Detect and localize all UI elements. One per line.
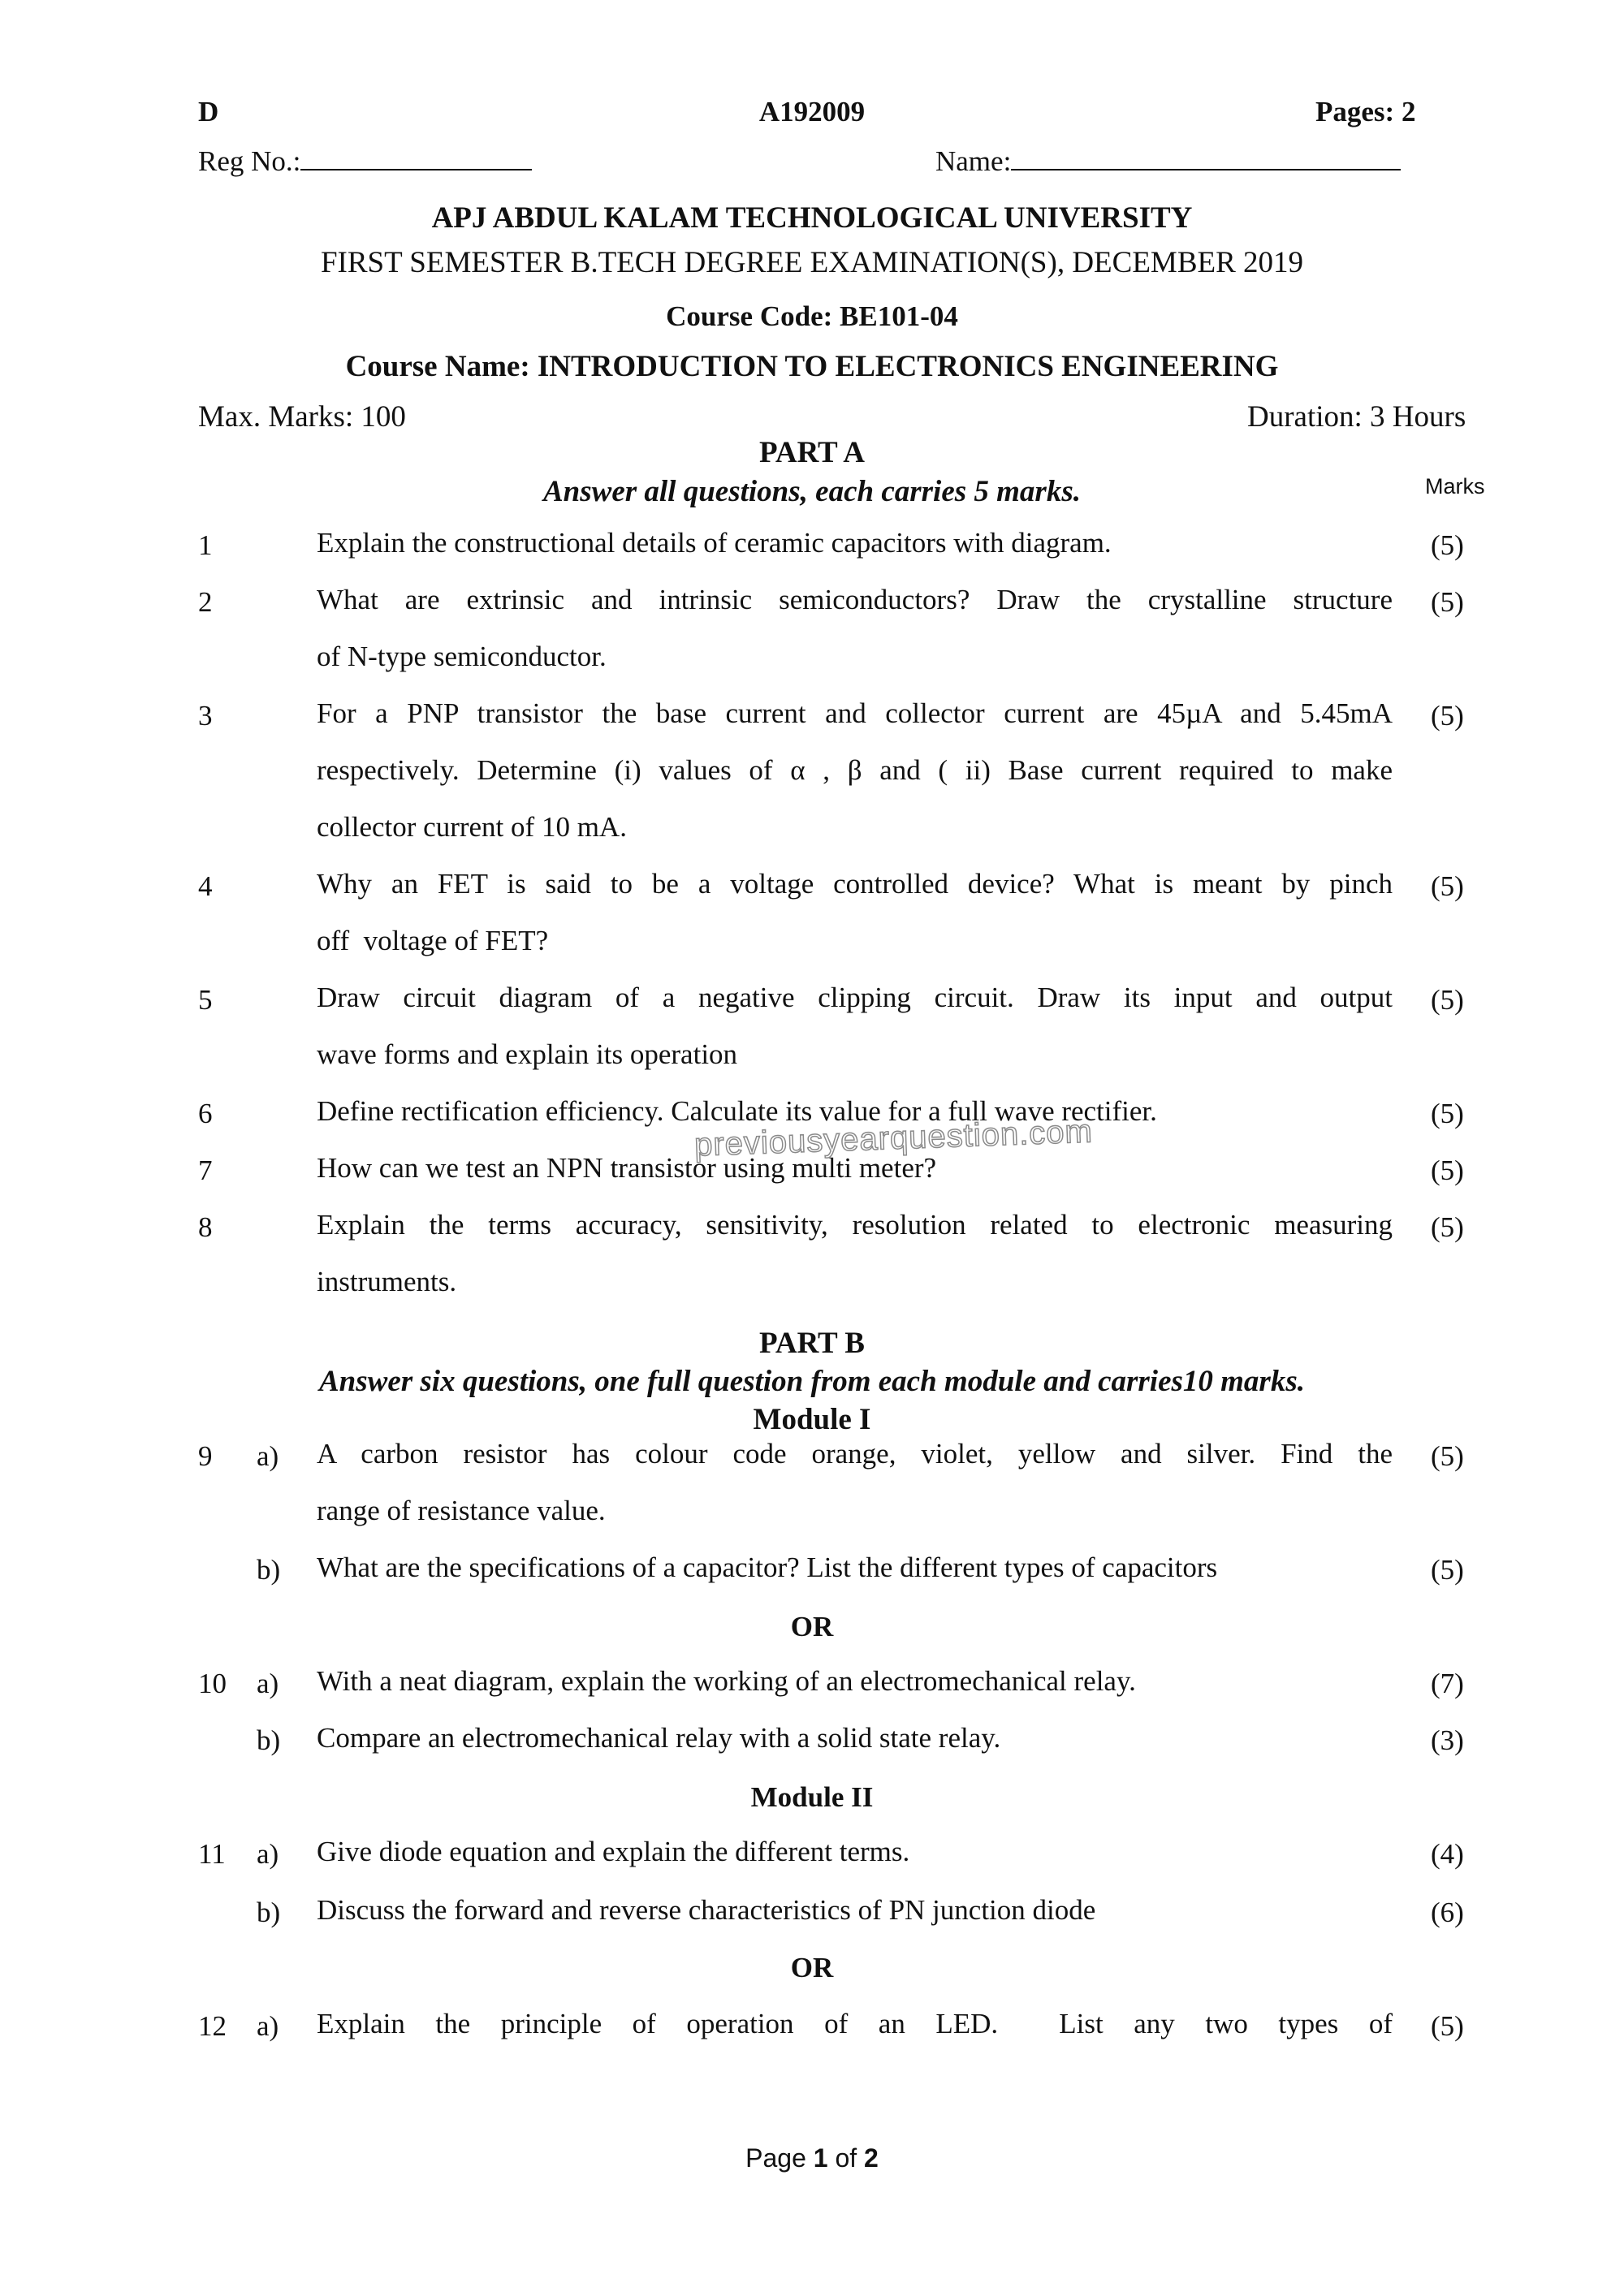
question-marks: (5)	[1431, 870, 1464, 902]
question-line: Define rectification efficiency. Calculate its value for a full wave rectifier.	[317, 1095, 1157, 1127]
module-2-heading: Module II	[750, 1781, 874, 1813]
question-line: of N-type semiconductor.	[317, 641, 607, 672]
max-marks: Max. Marks: 100	[198, 400, 406, 434]
watermark: previousyearquestion.com	[693, 1113, 1094, 1163]
question-number: 2	[198, 586, 213, 618]
question-marks: (5)	[1431, 1440, 1464, 1472]
question-number: 6	[198, 1098, 213, 1129]
question-line: How can we test an NPN transistor using multi meter?	[317, 1152, 937, 1184]
question-number: 3	[198, 700, 213, 732]
question-marks: (5)	[1431, 1211, 1464, 1243]
part-b-instruction: Answer six questions, one full question from each module and carries10 marks.	[319, 1365, 1305, 1398]
footer-total-pages: 2	[864, 2143, 879, 2173]
question-marks: (5)	[1431, 1554, 1464, 1586]
exam-title: FIRST SEMESTER B.TECH DEGREE EXAMINATION(S), DECEMBER 2019	[320, 246, 1304, 279]
question-line: With a neat diagram, explain the working of an electromechanical relay.	[317, 1665, 1136, 1697]
page-count: Pages: 2	[1315, 96, 1416, 127]
paper-series: D	[198, 96, 219, 127]
question-text	[317, 1653, 1393, 1710]
name-label: Name:	[935, 145, 1012, 177]
name-blank	[1011, 145, 1401, 170]
reg-no-label: Reg No.:	[198, 145, 301, 177]
university-name: APJ ABDUL KALAM TECHNOLOGICAL UNIVERSITY	[431, 201, 1193, 235]
question-marks: (5)	[1431, 1154, 1464, 1186]
question-text	[317, 1710, 1393, 1767]
question-line: collector current of 10 mA.	[317, 811, 627, 843]
question-line: off voltage of FET?	[317, 925, 549, 956]
question-marks: (5)	[1431, 586, 1464, 618]
name-field	[935, 145, 1401, 178]
question-marks: (5)	[1431, 984, 1464, 1016]
question-marks: (5)	[1431, 1098, 1464, 1129]
question-marks: (7)	[1431, 1668, 1464, 1699]
question-text	[317, 1426, 1393, 1539]
question-number: 7	[198, 1154, 213, 1186]
part-b-heading: PART B	[759, 1327, 865, 1360]
part-a-heading: PART A	[759, 436, 865, 469]
sub-question-label: a)	[257, 1668, 279, 1699]
course-code: Course Code: BE101-04	[666, 300, 958, 332]
question-marks: (6)	[1431, 1897, 1464, 1928]
footer-of-word: of	[835, 2143, 857, 2173]
question-line: range of resistance value.	[317, 1495, 606, 1526]
question-line: Draw circuit diagram of a negative clipping circuit. Draw its input and output	[317, 982, 1393, 1013]
question-line: Why an FET is said to be a voltage controlled device? What is meant by pinch	[317, 868, 1393, 900]
duration: Duration: 3 Hours	[1247, 400, 1466, 434]
reg-no-blank	[300, 145, 532, 170]
module-1-heading: Module I	[753, 1403, 871, 1436]
or-separator: OR	[790, 1611, 834, 1642]
question-line: instruments.	[317, 1266, 457, 1297]
sub-question-label: a)	[257, 1838, 279, 1870]
question-line: For a PNP transistor the base current and collector current are 45µA and 5.45mA	[317, 697, 1393, 729]
question-marks: (5)	[1431, 700, 1464, 732]
question-number: 4	[198, 870, 213, 902]
question-text	[317, 515, 1393, 572]
part-a-instruction: Answer all questions, each carries 5 marks.	[543, 475, 1081, 508]
sub-question-label: b)	[257, 1724, 281, 1756]
question-number: 5	[198, 984, 213, 1016]
sub-question-label: b)	[257, 1897, 281, 1928]
question-text	[317, 1197, 1393, 1310]
page-footer	[0, 2143, 1624, 2173]
question-line: Explain the terms accuracy, sensitivity, resolution related to electronic measuring	[317, 1209, 1393, 1241]
question-marks: (5)	[1431, 2010, 1464, 2042]
sub-question-label: a)	[257, 2010, 279, 2042]
question-line: Explain the constructional details of ceramic capacitors with diagram.	[317, 527, 1112, 559]
question-line: Discuss the forward and reverse characteristics of PN junction diode	[317, 1894, 1096, 1926]
question-marks: (3)	[1431, 1724, 1464, 1756]
question-line: Give diode equation and explain the different terms.	[317, 1836, 910, 1867]
question-number: 10	[198, 1668, 227, 1699]
question-text	[317, 1823, 1393, 1880]
question-text	[317, 856, 1393, 969]
marks-column-header: Marks	[1425, 474, 1485, 498]
question-text	[317, 1539, 1393, 1596]
question-line: wave forms and explain its operation	[317, 1038, 738, 1070]
question-marks: (5)	[1431, 529, 1464, 561]
question-number: 9	[198, 1440, 213, 1472]
question-number: 11	[198, 1838, 226, 1870]
question-line: Explain the principle of operation of an LED. List any two types of	[317, 2008, 1393, 2039]
question-text	[317, 572, 1393, 685]
question-text	[317, 685, 1393, 856]
question-line: Compare an electromechanical relay with a solid state relay.	[317, 1722, 1001, 1754]
paper-code: A192009	[758, 96, 866, 127]
footer-page-word: Page	[745, 2143, 806, 2173]
question-line: respectively. Determine (i) values of α , β and ( ii) Base current required to make	[317, 754, 1393, 786]
reg-no-field	[198, 145, 532, 178]
or-separator: OR	[790, 1952, 834, 1983]
question-line: What are extrinsic and intrinsic semiconductors? Draw the crystalline structure	[317, 584, 1393, 615]
question-line: A carbon resistor has colour code orange, violet, yellow and silver. Find the	[317, 1438, 1393, 1470]
sub-question-label: b)	[257, 1554, 281, 1586]
question-text	[317, 1882, 1393, 1939]
question-text	[317, 969, 1393, 1083]
sub-question-label: a)	[257, 1440, 279, 1472]
footer-current-page: 1	[813, 2143, 828, 2173]
question-number: 8	[198, 1211, 213, 1243]
question-text	[317, 1996, 1393, 2052]
question-marks: (4)	[1431, 1838, 1464, 1870]
question-number: 12	[198, 2010, 227, 2042]
question-line: What are the specifications of a capacitor? List the different types of capacitors	[317, 1552, 1218, 1583]
question-number: 1	[198, 529, 213, 561]
course-name: Course Name: INTRODUCTION TO ELECTRONICS ENGINEERING	[345, 350, 1279, 383]
